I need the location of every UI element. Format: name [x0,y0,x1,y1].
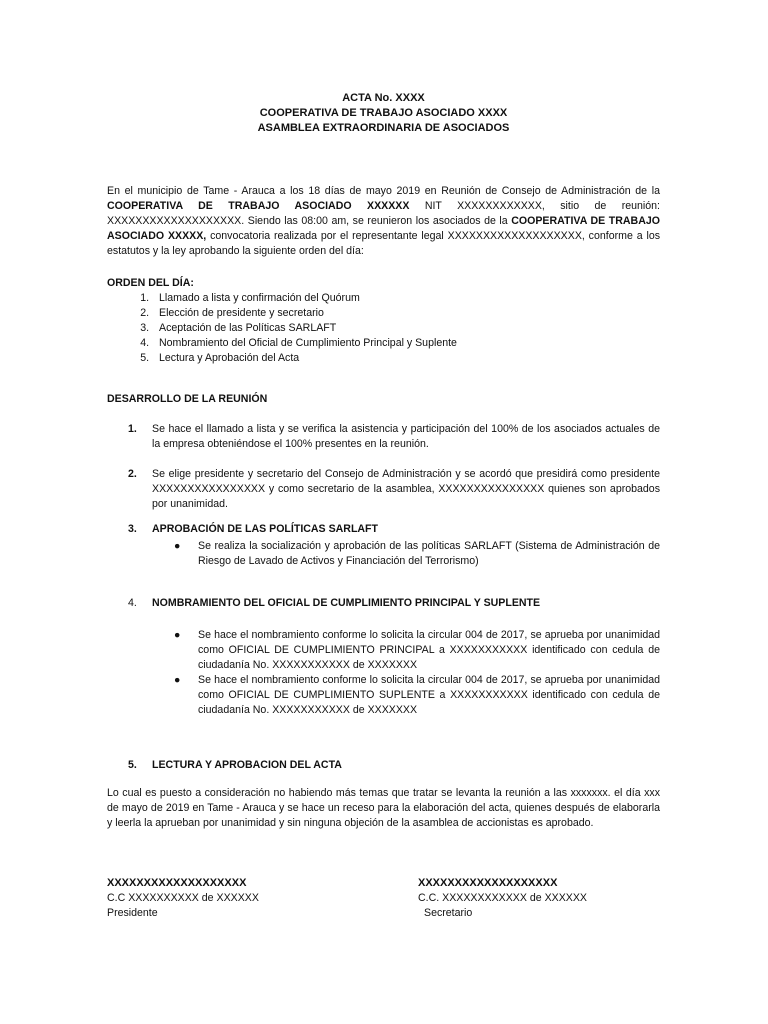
item-text: Se elige presidente y secretario del Consejo de Administración y se acordó que presidirá como presidente XXXXXXXXXXXXXXXX y como secretario de la asamblea, XXXXXXXXXXXXXXX quienes son aprobados por unanimidad. [152,468,660,510]
agenda-list [107,291,660,366]
intro-bold-2: COOPERATIVA DE TRABAJO ASOCIADO XXXXX, [107,215,660,242]
bullet-item [174,628,660,673]
item-3-bullets [174,539,660,569]
document-header [107,91,660,136]
intro-text-1: En el municipio de Tame - Arauca a los 18 días de mayo 2019 en Reunión de Consejo de Administración de la [107,185,660,197]
agenda-item: 1. Llamado a lista y confirmación del Quórum [152,291,660,306]
bullet-item [174,539,660,569]
closing-paragraph: Lo cual es puesto a consideración no habiendo más temas que tratar se levanta la reunión a las xxxxxxx. el día xxx de mayo de 2019 en Tame - Arauca y se hace un receso para la elaboración del acta, quienes después de elaborarla y leerla la aprueban por unanimidad y sin ninguna objeción de la asamblea de accionistas es aprobado. [107,787,660,829]
agenda-item: 5. Lectura y Aprobación del Acta [152,351,660,366]
signature-id: C.C. XXXXXXXXXXXX de XXXXXX [418,892,587,904]
item-number: 1. [128,423,137,435]
bullet-text: Se hace el nombramiento conforme lo solicita la circular 004 de 2017, se aprueba por unanimidad como OFICIAL DE CUMPLIMIENTO PRINCIPAL a XXXXXXXXXXX identificado con cedula de ciudadanía No. XXXXXXXXXXX de XXXXXXX [198,629,660,671]
desarrollo-item-2 [128,467,660,512]
intro-bold-1: COOPERATIVA DE TRABAJO ASOCIADO XXXXXX [107,200,410,212]
item-title: NOMBRAMIENTO DEL OFICIAL DE CUMPLIMIENTO PRINCIPAL Y SUPLENTE [152,597,541,609]
bullet-icon: ● [174,540,181,552]
item-number: 3. [128,523,137,535]
intro-paragraph [107,184,660,259]
desarrollo-section [107,392,660,831]
item-4-bullets [174,628,660,718]
agenda-item: 3. Aceptación de las Políticas SARLAFT [152,321,660,336]
agenda-item: 2. Elección de presidente y secretario [152,306,660,321]
signature-president [107,876,259,921]
signature-role: Secretario [424,907,473,919]
signature-role: Presidente [107,907,158,919]
orden-title: ORDEN DEL DÍA: [107,277,194,289]
assembly-type: ASAMBLEA EXTRAORDINARIA DE ASOCIADOS [257,122,510,134]
signature-id: C.C XXXXXXXXXX de XXXXXX [107,892,259,904]
item-number: 5. [128,759,137,771]
agenda-item: 4. Nombramiento del Oficial de Cumplimiento Principal y Suplente [152,336,660,351]
bullet-text: Se hace el nombramiento conforme lo solicita la circular 004 de 2017, se aprueba por unanimidad como OFICIAL DE CUMPLIMIENTO SUPLENTE a XXXXXXXXXXX identificado con cedula de ciudadanía No. XXXXXXXXXXX de XXXXXXX [198,674,660,716]
bullet-icon: ● [174,629,181,641]
signature-secretary [418,876,587,921]
item-text: Se hace el llamado a lista y se verifica la asistencia y participación del 100% de los asociados actuales de la empresa obteniéndose el 100% presentes en la reunión. [152,423,660,450]
item-number: 2. [128,468,137,480]
signature-name: XXXXXXXXXXXXXXXXXXX [418,877,558,889]
bullet-icon: ● [174,674,181,686]
desarrollo-item-5 [128,758,660,773]
desarrollo-title: DESARROLLO DE LA REUNIÓN [107,393,268,405]
bullet-item [174,673,660,718]
desarrollo-item-3 [128,522,660,537]
item-number: 4. [128,597,137,609]
item-title: LECTURA Y APROBACION DEL ACTA [152,759,342,771]
desarrollo-item-1 [128,422,660,452]
cooperative-name: COOPERATIVA DE TRABAJO ASOCIADO XXXX [259,107,508,119]
item-title: APROBACIÓN DE LAS POLÍTICAS SARLAFT [152,523,379,535]
intro-text-2: NIT XXXXXXXXXXXX, sitio de reunión: XXXXXXXXXXXXXXXXXXX. Siendo las 08:00 am, se reunieron los asociados de la [107,200,660,227]
signature-name: XXXXXXXXXXXXXXXXXXX [107,877,247,889]
intro-text-3: convocatoria realizada por el representante legal XXXXXXXXXXXXXXXXXXX, conforme a los estatutos y la ley aprobando la siguiente orden del día: [107,230,661,257]
desarrollo-item-4 [128,596,660,611]
bullet-text: Se realiza la socialización y aprobación de las políticas SARLAFT (Sistema de Administración de Riesgo de Lavado de Activos y Financiación del Terrorismo) [198,540,660,567]
acta-number: ACTA No. XXXX [342,92,425,104]
orden-del-dia [107,276,660,366]
